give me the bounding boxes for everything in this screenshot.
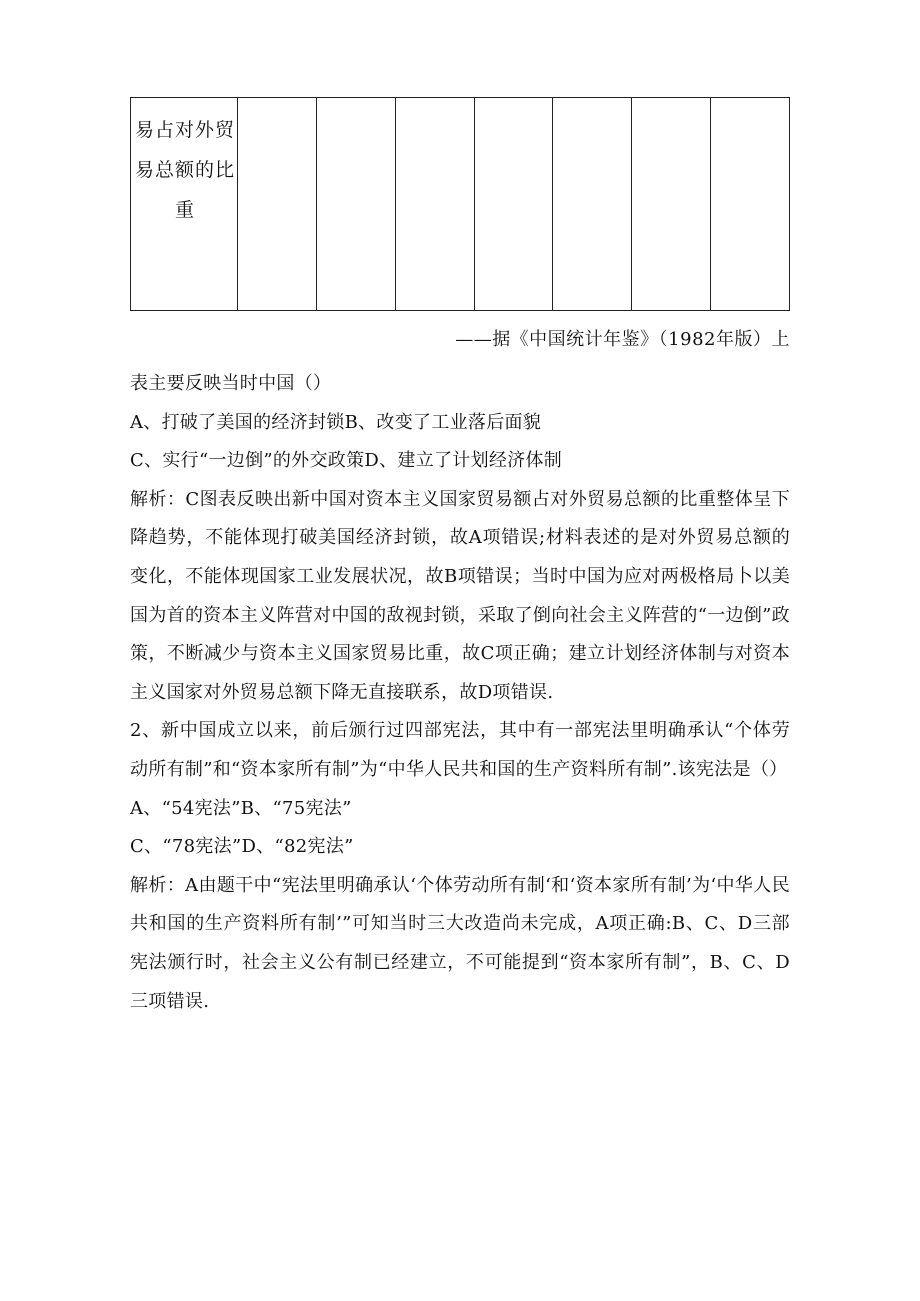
- question2-options-cd: C、“78宪法”D、“82宪法”: [130, 836, 354, 858]
- question1-analysis: 解析：C图表反映出新中国对资本主义国家贸易额占对外贸易总额的比重整体呈下降趋势，不能体现打破美国经济封锁，故A项错误;材料表述的是对外贸易总额的变化，不能体现国家工业发展状况，故B项错误；当时中国为应对两极格局卜以美国为首的资本主义阵营对中国的敌视封锁，采取了倒向社会主义阵营的“一边倒”政策，不断减少与资本主义国家贸易比重，故C项正确；建立计划经济体制与对资本主义国家对外贸易总额下降无直接联系，故D项错误.: [130, 488, 791, 703]
- table-cell: [632, 98, 711, 311]
- table-cell: [553, 98, 632, 311]
- table-cell: [474, 98, 553, 311]
- question2-analysis: 解析：A由题干中“宪法里明确承认‘个体劳动所有制‘和‘资本家所有制’为‘中华人民共和国的生产资料所有制’”可知当时三大改造尚未完成，A项正确:B、C、D三部宪法颁行时，社会主义公有制已经建立，不可能提到“资本家所有制”，B、C、D三项错误.: [130, 874, 790, 1012]
- table-cell: [711, 98, 790, 311]
- table-cell: [395, 98, 474, 311]
- table-cell: [316, 98, 395, 311]
- question1-options-ab: A、打破了美国的经济封锁B、改变了工业落后面貌: [130, 411, 542, 433]
- source-citation: ——据《中国统计年鉴》（1982年版）上: [455, 329, 790, 350]
- question1-options-cd: C、实行“一边倒”的外交政策D、建立了计划经济体制: [130, 450, 563, 472]
- trade-table: [130, 97, 790, 311]
- row-label-cell: 易占对外贸易总额的比重: [131, 98, 238, 311]
- question-content: [130, 365, 790, 1021]
- table-cell: [238, 98, 317, 311]
- question2-stem: 2、新中国成立以来，前后颁行过四部宪法，其中有一部宪法里明确承认“个体劳动所有制”和“资本家所有制”为“中华人民共和国的生产资料所有制”.该宪法是（）: [130, 720, 790, 780]
- question2-options-ab: A、“54宪法”B、“75宪法”: [130, 797, 352, 819]
- table-row: [131, 98, 790, 311]
- question1-stem: 表主要反映当时中国（）: [130, 373, 332, 394]
